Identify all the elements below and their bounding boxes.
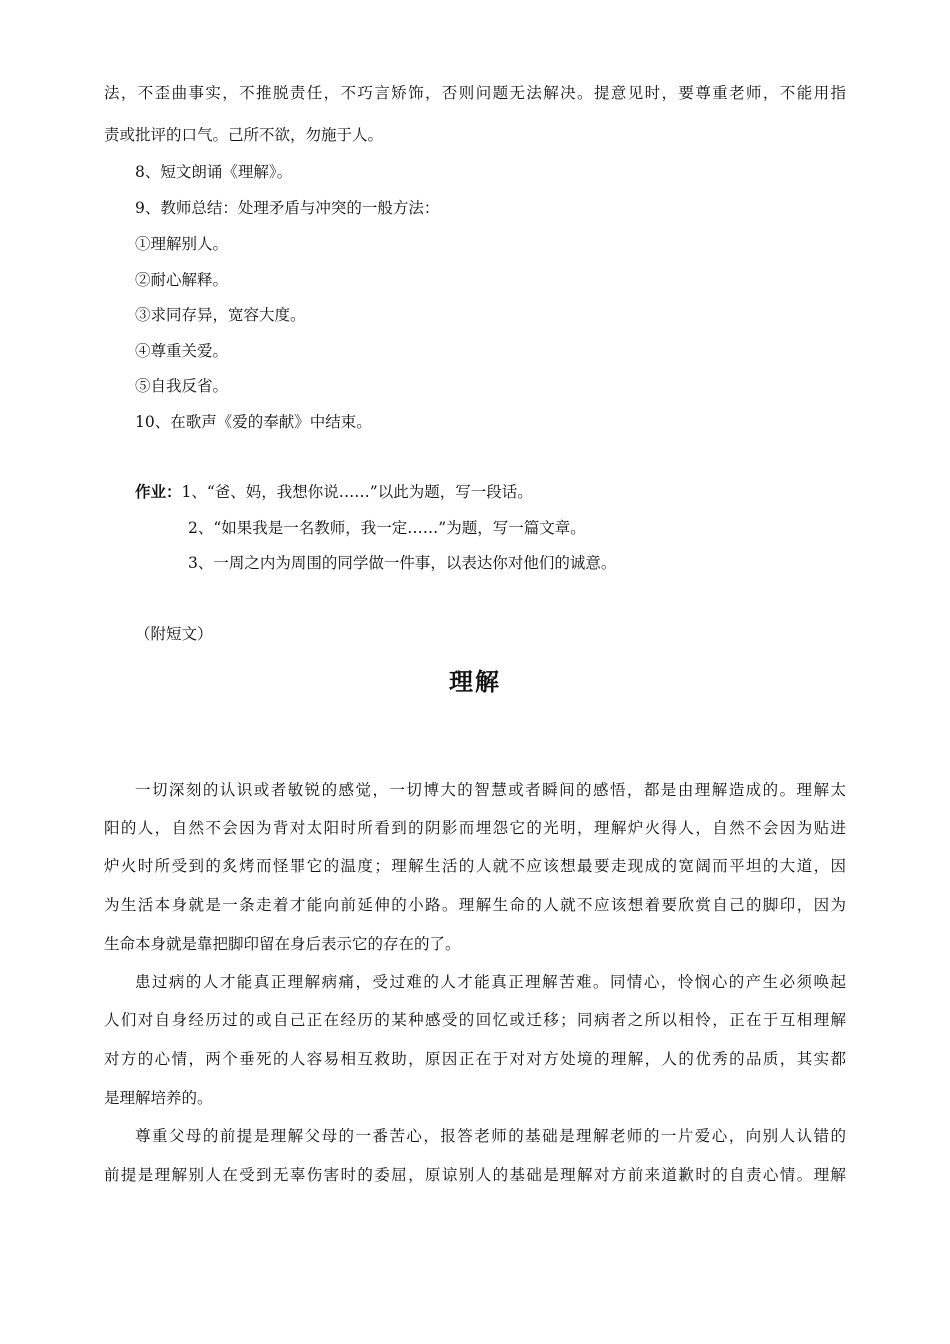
essay-p2-line-2: 人们对自身经历过的或自己正在经历的某种感受的回忆或迁移；同病者之所以相怜，正在于互相理解 [104,1011,846,1029]
essay-p3-line-2: 前提是理解别人在受到无辜伤害时的委屈，原谅别人的基础是理解对方前来道歉时的自责心情。理解 [104,1166,846,1184]
essay-p1-line-2: 阳的人，自然不会因为背对太阳时所看到的阴影而埋怨它的光明，理解炉火得人，自然不会因为贴进 [104,819,846,837]
step-8: 8、短文朗诵《理解》。 [135,163,293,181]
step-9: 9、教师总结：处理矛盾与冲突的一般方法： [135,199,440,217]
method-5: ⑤自我反省。 [135,377,229,395]
homework-label: 作业： [135,483,182,501]
homework-item-3: 3、一周之内为周围的同学做一件事，以表达你对他们的诚意。 [188,554,617,572]
essay-p2-line-3: 对方的心情，两个垂死的人容易相互救助，原因正在于对对方处境的理解，人的优秀的品质，其实都 [104,1050,846,1068]
essay-p1-line-1: 一切深刻的认识或者敏锐的感觉，一切博大的智慧或者瞬间的感悟，都是由理解造成的。理解太 [135,781,846,799]
essay-p2-line-1: 患过病的人才能真正理解病痛，受过难的人才能真正理解苦难。同情心，怜悯心的产生必须唤起 [135,973,846,991]
essay-p1-line-5: 生命本身就是靠把脚印留在身后表示它的存在的了。 [104,935,461,953]
homework-item-1: 1、“爸、妈，我想你说……”以此为题，写一段话。 [181,483,533,501]
essay-title: 理解 [449,668,501,696]
essay-p1-line-3: 炉火时所受到的炙烤而怪罪它的温度；理解生活的人就不应该想最要走现成的宽阔而平坦的大道，因 [104,857,846,875]
method-3: ③求同存异，宽容大度。 [135,306,306,324]
step-10: 10、在歌声《爱的奉献》中结束。 [135,413,372,431]
method-4: ④尊重关爱。 [135,342,229,360]
intro-line-1: 法，不歪曲事实，不推脱责任，不巧言矫饰，否则问题无法解决。提意见时，要尊重老师，不能用指 [104,84,846,102]
intro-line-2: 责或批评的口气。己所不欲，勿施于人。 [104,126,384,144]
homework-item-2: 2、“如果我是一名教师，我一定……”为题，写一篇文章。 [188,519,586,537]
essay-p3-line-1: 尊重父母的前提是理解父母的一番苦心，报答老师的基础是理解老师的一片爱心，向别人认错的 [135,1127,846,1145]
method-1: ①理解别人。 [135,235,229,253]
homework-line-1 [135,482,533,502]
essay-p2-line-4: 是理解培养的。 [104,1089,213,1107]
appendix-label: （附短文） [135,625,213,643]
method-2: ②耐心解释。 [135,271,229,289]
essay-p1-line-4: 为生活本身就是一条走着才能向前延伸的小路。理解生命的人就不应该想着要欣赏自己的脚印，因为 [104,896,846,914]
